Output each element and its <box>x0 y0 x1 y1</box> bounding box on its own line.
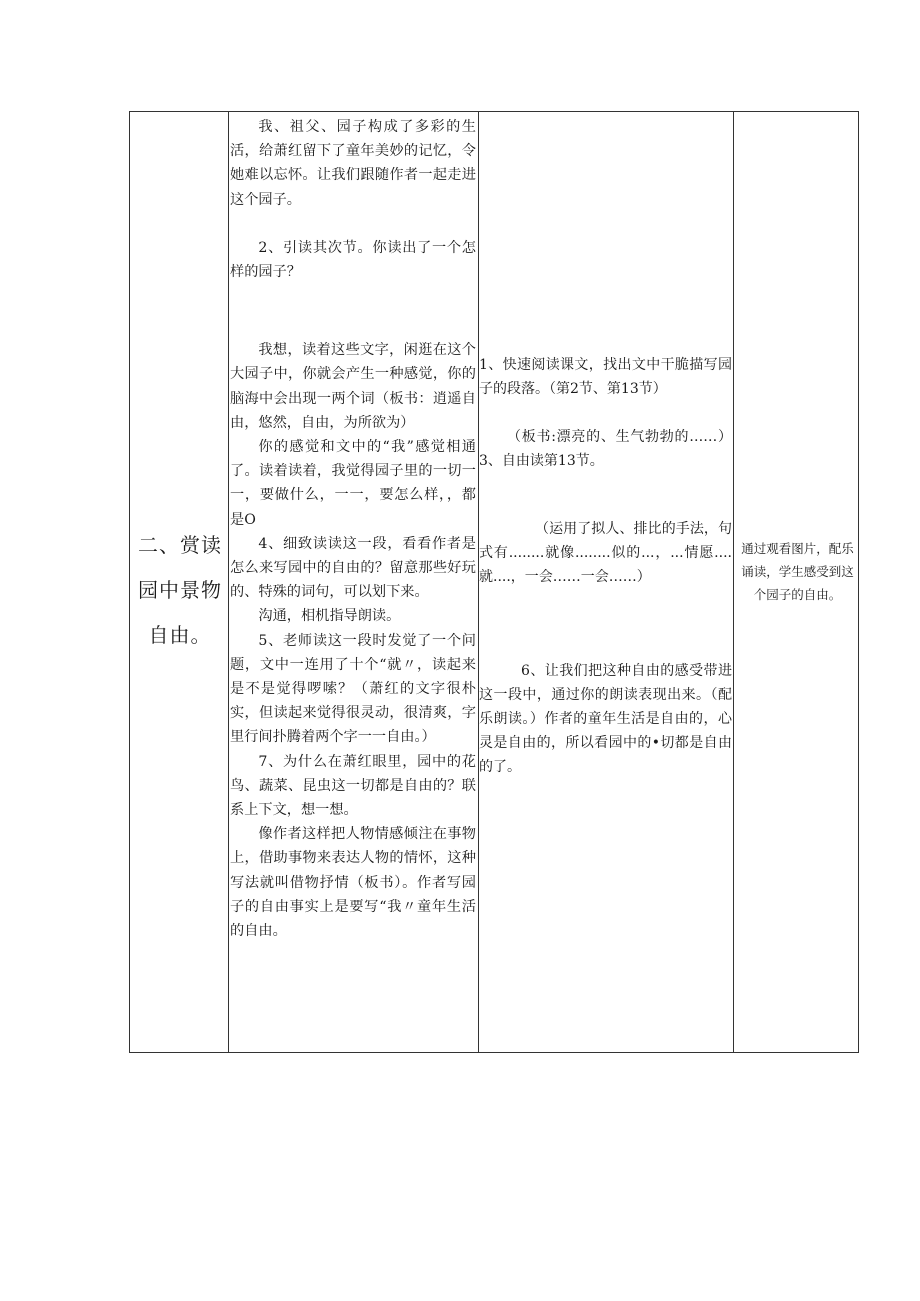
paragraph: （运用了拟人、排比的手法，句式有........就像........似的...，...情愿....就....，一会……一会……） <box>479 521 732 585</box>
paragraph: 4、细致读读这一段，看看作者是怎么来写园中的自由的？留意那些好玩的、特殊的词句，可以划下来。 <box>230 535 476 601</box>
paragraph: （板书:漂亮的、生气勃勃的……）3、自由读第13节。 <box>479 429 732 469</box>
design-intent-text: 通过观看图片，配乐诵读，学生感受到这个园子的自由。 <box>741 541 854 602</box>
student-activity-cell <box>478 112 733 1052</box>
stage-cell <box>130 112 228 1052</box>
paragraph: 1、快速阅读课文，找出文中干脆描写园子的段落。（第2节、第13节） <box>479 357 732 397</box>
paragraph: 我、祖父、园子构成了多彩的生活，给萧红留下了童年美妙的记忆，令她难以忘怀。让我们跟随作者一起走进这个园子。 <box>230 119 476 208</box>
paragraph: 像作者这样把人物情感倾注在事物上，借助事物来表达人物的情怀，这种写法就叫借物抒情（板书）。作者写园子的自由事实上是要写“我〃童年生活的自由。 <box>230 826 476 940</box>
stage-title: 二、赏读园中景物自由。 <box>138 533 222 647</box>
paragraph: 7、为什么在萧红眼里，园中的花鸟、蔬菜、昆虫这一切都是自由的？联系上下文，想一想。 <box>230 753 476 819</box>
paragraph: 你的感觉和文中的“我”感觉相通了。读着读着，我觉得园子里的一切一一，要做什么，一一，要怎么样，，都是O <box>230 439 476 528</box>
paragraph: 6、让我们把这种自由的感受带进这一段中，通过你的朗读表现出来。（配乐朗读。）作者的童年生活是自由的，心灵是自由的，所以看园中的•切都是自由的了。 <box>479 663 732 775</box>
teacher-activity-cell <box>228 112 478 1052</box>
paragraph: 5、老师读这一段时发觉了一个问题，文中一连用了十个“就〃，读起来是不是觉得啰嗦？（萧红的文字很朴实，但读起来觉得很灵动，很清爽，字里行间扑腾着两个字一一自由。） <box>230 632 476 746</box>
design-intent-cell <box>733 112 860 1052</box>
paragraph: 我想，读着这些文字，闲逛在这个大园子中，你就会产生一种感觉，你的脑海中会出现一两个词（板书：逍遥自由，悠然，自由，为所欲为） <box>230 342 476 431</box>
paragraph: 沟通，相机指导朗读。 <box>258 608 401 625</box>
paragraph: 2、引读其次节。你读出了一个怎样的园子？ <box>230 239 476 281</box>
lesson-table <box>129 111 859 1053</box>
